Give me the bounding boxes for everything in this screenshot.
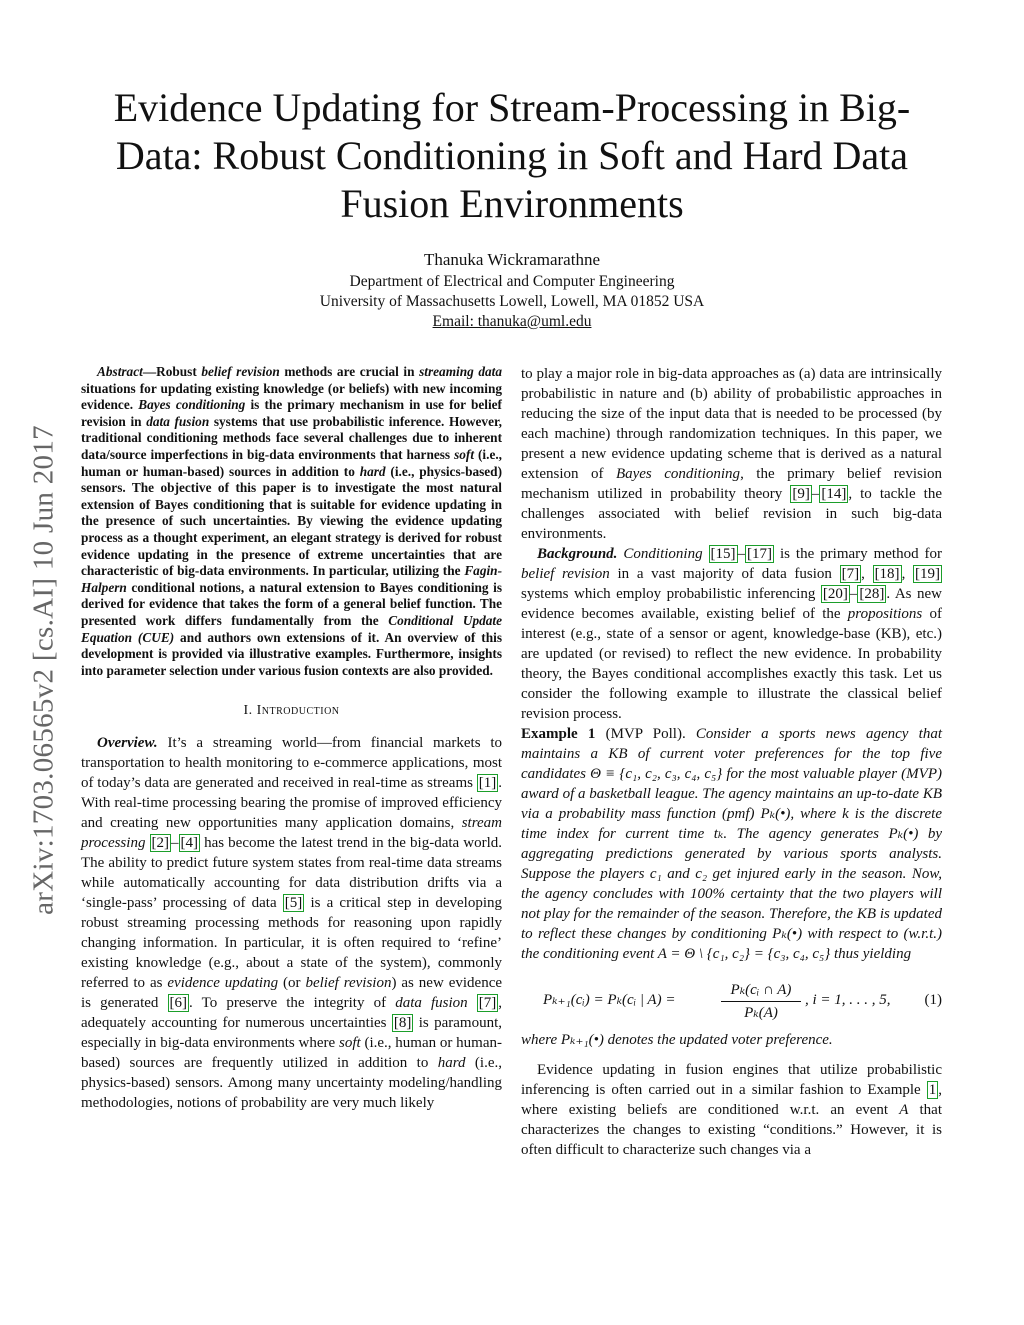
abstract-text: conditional notions, a natural extension to Bayes conditioning is derived for evidence that takes the form of a general belief function. The presented work differs fundamentally from the — [81, 579, 502, 628]
abstract-emphasis: data fusion — [146, 413, 210, 429]
fraction-numerator: Pₖ(cᵢ ∩ A) — [721, 980, 801, 1002]
right-column — [521, 364, 942, 1160]
citation-link[interactable]: [4] — [180, 835, 199, 852]
citation-link[interactable]: [19] — [915, 566, 941, 582]
after-equation-text — [521, 1030, 942, 1050]
body-text: – — [849, 586, 858, 602]
body-text: (i.e., human or human-based) sources are frequently utilized in addition to — [81, 1035, 503, 1072]
emphasis-text: belief revision — [305, 975, 392, 992]
body-text: has become the latest trend in the big-data world. The ability to predict future system states from real-time data streams while automatically accounting for data distribution drifts via a ‘single-pass’ processing of data — [81, 835, 502, 912]
citation-link[interactable]: [2] — [151, 835, 170, 852]
background-paragraph — [521, 544, 942, 724]
example-1 — [521, 724, 942, 964]
body-text: . With real-time processing bearing the promise of improved efficiency and creating new opportunities many application domains, — [81, 775, 502, 832]
example-link[interactable]: 1 — [928, 1082, 937, 1098]
background-label: Background. — [537, 546, 618, 562]
emphasis-text: belief revision — [521, 566, 610, 582]
section-heading — [81, 701, 502, 721]
body-text: (i.e., physics-based) sensors. Among many uncertainty modeling/handling methodologies, notions of probability are very much likely — [81, 1055, 502, 1112]
left-column — [81, 364, 502, 1113]
abstract-text: methods are crucial in — [279, 364, 420, 379]
body-text: , the primary belief revision mechanism utilized in probability theory — [521, 466, 942, 502]
abstract-emphasis: Bayes conditioning — [138, 397, 246, 413]
citation-link[interactable]: [7] — [478, 995, 497, 1012]
citation-link[interactable]: [9] — [792, 486, 810, 502]
emphasis-text: evidence updating — [167, 975, 279, 992]
abstract-label: Abstract — [97, 364, 143, 379]
example-title: (MVP Poll). — [595, 726, 686, 742]
author-email-link[interactable]: Email: thanuka@uml.edu — [432, 313, 592, 330]
body-text: is paramount, especially in big-data environments where — [81, 1015, 502, 1052]
body-text — [468, 995, 477, 1011]
citation-link[interactable]: [15] — [710, 546, 736, 562]
abstract-emphasis: Fagin-Halpern — [81, 563, 502, 595]
abstract-emphasis: soft — [454, 446, 475, 462]
body-text: to play a major role in big-data approaches as (a) data are intrinsically probabilistic in nature and (b) ability of probabilistic approaches in reducing the size of the input data that is needed to be processed (by each machine) through randomization techniques. In this paper, we present a new evidence updating scheme that is derived as a natural extension of — [521, 366, 942, 482]
arxiv-sidebar — [24, 370, 64, 970]
emphasis-text: soft — [338, 1035, 361, 1052]
abstract-text: situations for updating existing knowledge (or beliefs) with new incoming evidence. — [81, 380, 502, 413]
overview-label: Overview. — [97, 735, 158, 752]
citation-link[interactable]: [1] — [478, 775, 497, 792]
body-text: . As new evidence becomes available, existing belief of the — [521, 586, 942, 622]
abstract-emphasis: hard — [359, 463, 386, 479]
body-text: . To preserve the integrity of — [189, 995, 396, 1012]
author-name: Thanuka Wickramarathne — [423, 250, 600, 269]
abstract-text: —Robust — [142, 364, 202, 379]
body-text — [703, 546, 709, 562]
citation-link[interactable]: [28] — [859, 586, 885, 602]
abstract-emphasis: belief revision — [201, 364, 280, 379]
citation-link[interactable]: [6] — [169, 995, 188, 1012]
body-text: of interest (e.g., state of a sensor or agent, knowledge-base (KB), etc.) are updated (or revised) to reflect the new evidence. In probability theory, the Bayes conditional accomplishes exactly this task. Let us consider the following example to illustrate the classical belief revision process. — [521, 606, 942, 722]
author-university: University of Massachusetts Lowell, Lowell, MA 01852 USA — [319, 293, 705, 310]
overview-paragraph — [81, 733, 502, 1113]
abstract-text: and authors own extensions of it. An overview of this development is provided via illustrative examples. Furthermore, insights into parameter selection under various fusion contexts are also provided. — [81, 629, 502, 678]
emphasis-text: stream processing — [81, 815, 502, 852]
section-title: Introduction — [256, 703, 340, 719]
paper-title: Evidence Updating for Stream-Processing in Big-Data: Robust Conditioning in Soft and Hard Data Fusion Environments — [113, 85, 911, 226]
body-text: (or — [278, 975, 306, 992]
equation-number: (1) — [924, 992, 942, 1008]
body-text: It’s a streaming world—from financial markets to transportation to health monitoring to e-commerce applications, most of today’s data are generated and received in real-time as streams — [81, 735, 502, 792]
body-text: , to tackle the challenges associated with belief revision in such big-data environments. — [521, 486, 943, 542]
continued-paragraph — [521, 364, 942, 544]
abstract-emphasis: Conditional Update Equation (CUE) — [81, 612, 502, 645]
body-text: , where existing beliefs are conditioned w.r.t. an event — [521, 1082, 942, 1118]
emphasis-text: data fusion — [395, 995, 468, 1012]
citation-link[interactable]: [17] — [747, 546, 773, 562]
body-text: , adequately accounting for numerous uncertainties — [81, 995, 502, 1032]
section-number: I. — [243, 703, 253, 719]
body-text: Evidence updating in fusion engines that utilize probabilistic inferencing is often carried out in a similar fashion to Example — [521, 1062, 942, 1098]
body-text: systems which employ probabilistic inferencing — [521, 586, 821, 602]
abstract-text: is the primary mechanism in use for belief revision in — [81, 397, 502, 429]
citation-link[interactable]: [8] — [393, 1015, 412, 1032]
body-text: that characterizes the changes to existing “conditions.” However, it is often difficult to characterize such changes via a — [521, 1102, 942, 1158]
author-block — [150, 248, 874, 332]
citation-link[interactable]: [18] — [874, 566, 900, 582]
abstract-emphasis: streaming data — [419, 364, 502, 379]
fraction-denominator: Pₖ(A) — [744, 1005, 778, 1021]
example-body: Consider a sports news agency that maintains a KB of current voter preferences for the top five candidates Θ ≡ {c₁, c₂, c₃, c₄, c₅} for the most valuable player (MVP) award of a basketball league. The agency maintains an up-to-date KB via a probability mass function (pmf) Pₖ(•), where k is the discrete time index for current time tₖ. The agency generates Pₖ(•) by aggregating predictions generated by various sports analysts. Suppose the players c₁ and c₂ get injured early in the season. Now, the agency concludes with 100% certainty that the two players will not play for the remainder of the season. Therefore, the KB is updated to reflect these changes by conditioning Pₖ(•) with respect to (w.r.t.) the conditioning event A = Θ \ {c₁, c₂} = {c₃, c₄, c₅} thus yielding — [521, 726, 942, 962]
citation-link[interactable]: [14] — [821, 486, 847, 502]
emphasis-text: propositions — [847, 606, 923, 622]
citation-link[interactable]: [7] — [841, 566, 860, 582]
abstract-text: (i.e., physics-based) sensors. The objective of this paper is to investigate the most natural extension of Bayes conditioning that is suitable for evidence updating in the presence of such uncertainties. By viewing the evidence updating process as a thought experiment, an elegant strategy is derived for robust evidence updating in the presence of extreme uncertainties that are characteristic of big-data environments. In particular, utilizing the — [81, 463, 503, 579]
citation-link[interactable]: [5] — [284, 895, 303, 912]
body-text: , — [861, 566, 873, 582]
emphasis-text: Conditioning — [623, 546, 703, 562]
citation-link[interactable]: [20] — [822, 586, 848, 602]
body-text: is the primary method for — [774, 546, 943, 562]
equation-rest: , i = 1, . . . , 5, — [805, 992, 891, 1008]
body-text: – — [171, 835, 179, 852]
final-paragraph — [521, 1060, 942, 1160]
body-text — [145, 835, 149, 851]
body-text: , — [901, 566, 914, 582]
arxiv-identifier: arXiv:1703.06565v2 [cs.AI] 10 Jun 2017 — [27, 425, 60, 915]
emphasis-text: A — [899, 1102, 909, 1118]
abstract — [81, 364, 502, 679]
body-text: – — [737, 546, 746, 562]
body-text: in a vast majority of data fusion — [609, 566, 840, 582]
abstract-text: systems that use probabilistic inference. However, traditional conditioning methods face several challenges due to inherent data/source imperfections in big-data environments that harness — [81, 413, 502, 462]
equation-1 — [521, 980, 942, 1020]
body-text: where Pₖ₊₁(•) denotes the updated voter preference. — [521, 1032, 833, 1048]
example-label: Example 1 — [521, 726, 596, 742]
body-text: ) as new evidence is generated — [81, 975, 503, 1012]
equation-lhs: Pₖ₊₁(cᵢ) = Pₖ(cᵢ | A) = — [543, 992, 676, 1008]
emphasis-text: hard — [437, 1055, 466, 1072]
emphasis-text: Bayes conditioning — [615, 466, 741, 482]
body-text: – — [811, 486, 820, 502]
abstract-text: (i.e., human or human-based) sources in addition to — [81, 446, 502, 479]
body-text: is a critical step in developing robust streaming processing methods for reasoning upon rapidly changing information. In particular, it is often required to ‘refine’ existing knowledge (e.g., about a state of the system), commonly referred to as — [81, 895, 503, 992]
author-department: Department of Electrical and Computer Engineering — [349, 273, 675, 290]
equation-fraction — [721, 980, 801, 1023]
